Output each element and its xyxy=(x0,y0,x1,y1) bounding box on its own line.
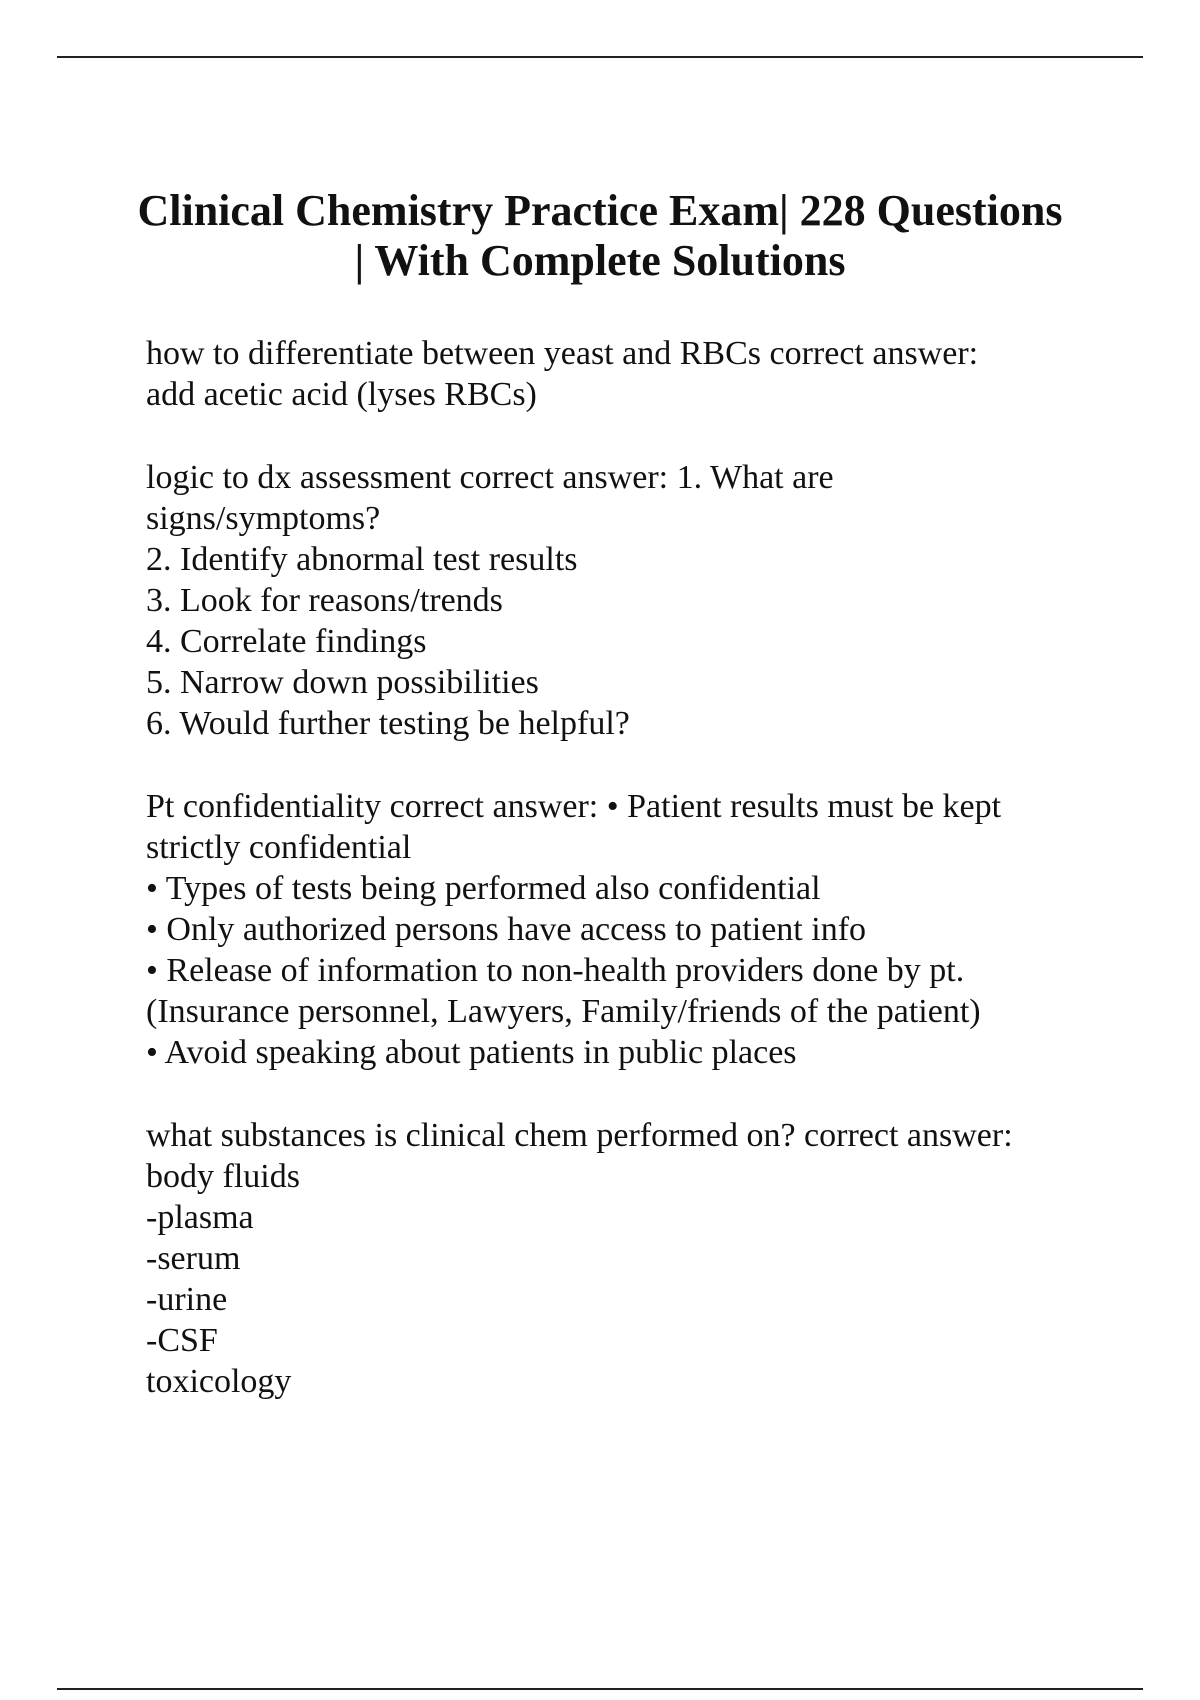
entry-line: add acetic acid (lyses RBCs) xyxy=(146,376,537,413)
entry-line: 4. Correlate findings xyxy=(146,623,427,660)
entry-line: 5. Narrow down possibilities xyxy=(146,664,539,701)
entry-line: -urine xyxy=(146,1281,228,1318)
entry-line: strictly confidential xyxy=(146,829,412,866)
entry-line: • Only authorized persons have access to patient info xyxy=(146,911,867,948)
footer-rule xyxy=(57,1688,1143,1690)
header-rule xyxy=(57,56,1143,58)
qa-entry xyxy=(146,786,1106,1073)
entry-line: logic to dx assessment correct answer: 1. What are xyxy=(146,459,834,496)
qa-entry xyxy=(146,1115,1106,1402)
entry-line: what substances is clinical chem performed on? correct answer: xyxy=(146,1117,1013,1154)
entry-line: 3. Look for reasons/trends xyxy=(146,582,503,619)
document-body xyxy=(146,333,1106,1402)
entry-line: -plasma xyxy=(146,1199,254,1236)
entry-line: Pt confidentiality correct answer: • Patient results must be kept xyxy=(146,788,1002,825)
title-line-1: Clinical Chemistry Practice Exam| 228 Questions xyxy=(137,186,1063,235)
title-line-2: | With Complete Solutions xyxy=(354,236,846,285)
entry-line: 6. Would further testing be helpful? xyxy=(146,705,630,742)
entry-line: -serum xyxy=(146,1240,241,1277)
entry-line: • Types of tests being performed also confidential xyxy=(146,870,821,907)
entry-line: signs/symptoms? xyxy=(146,500,381,537)
entry-line: how to differentiate between yeast and RBCs correct answer: xyxy=(146,335,979,372)
entry-line: • Release of information to non-health providers done by pt. xyxy=(146,952,965,989)
entry-line: body fluids xyxy=(146,1158,300,1195)
entry-line: • Avoid speaking about patients in public places xyxy=(146,1034,797,1071)
qa-entry xyxy=(146,333,1106,415)
entry-line: 2. Identify abnormal test results xyxy=(146,541,578,578)
qa-entry xyxy=(146,457,1106,744)
document-title xyxy=(120,186,1080,286)
entry-line: (Insurance personnel, Lawyers, Family/friends of the patient) xyxy=(146,993,981,1030)
entry-line: -CSF xyxy=(146,1322,218,1359)
entry-line: toxicology xyxy=(146,1363,292,1400)
